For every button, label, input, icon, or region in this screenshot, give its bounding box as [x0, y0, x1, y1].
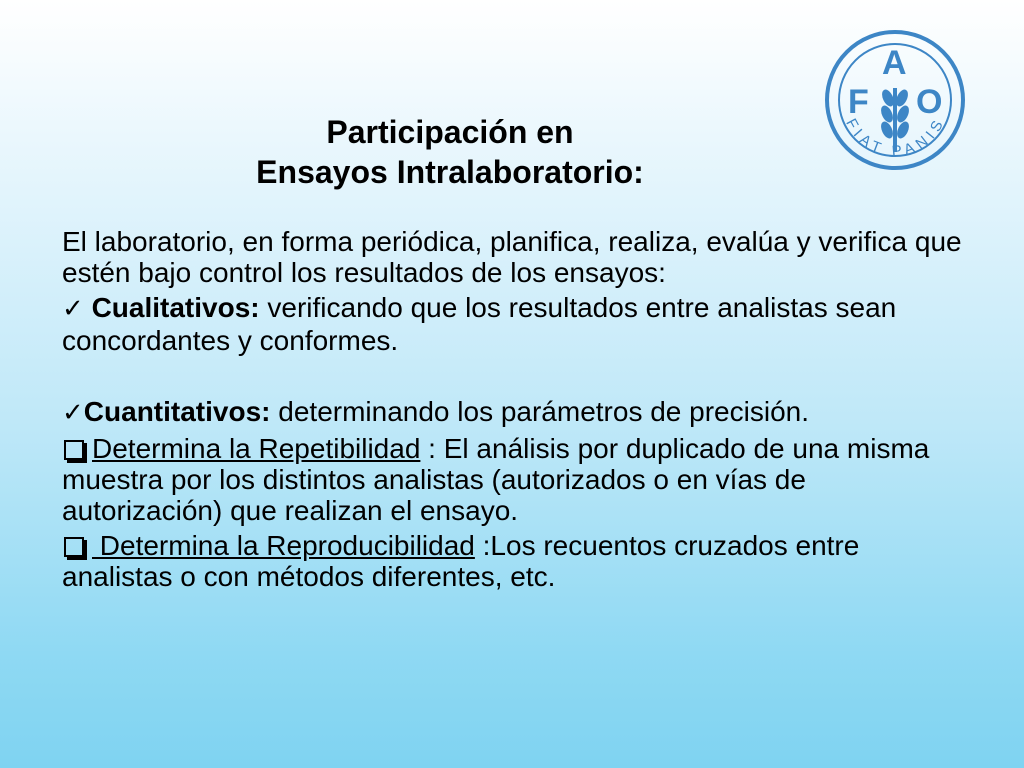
item-label: Cuantitativos:: [83, 396, 271, 427]
square-bullet-icon: [64, 537, 84, 557]
item-label: Determina la Repetibilidad: [92, 433, 421, 464]
logo-letter-a: A: [882, 44, 907, 82]
item-text: :Los recuentos cruzados entre analistas o con métodos diferentes, etc.: [62, 530, 860, 592]
item-text: : El análisis por duplicado de una misma muestra por los distintos analistas (autorizados o en vías de autorización) que realizan el ensayo.: [62, 433, 930, 526]
logo-motto: FIAT PANIS: [842, 113, 949, 161]
item-text: verificando que los resultados entre analistas sean concordantes y conformes.: [62, 292, 897, 356]
title-line-2: Ensayos Intralaboratorio:: [256, 154, 644, 190]
title-line-1: Participación en: [326, 114, 574, 150]
item-label: Determina la Reproducibilidad: [92, 530, 475, 561]
slide-body: [62, 226, 962, 592]
list-item-cualitativos: [62, 292, 962, 356]
slide-title: [130, 112, 770, 192]
item-text: determinando los parámetros de precisión.: [270, 396, 809, 427]
logo-letter-o: O: [916, 83, 943, 121]
list-item-repetibilidad: [62, 433, 962, 526]
list-item-cuantitativos: [62, 396, 962, 429]
square-bullet-icon: [64, 440, 84, 460]
list-item-reproducibilidad: [62, 530, 962, 592]
logo-letter-f: F: [848, 83, 869, 121]
checkmark-icon: ✓: [62, 398, 84, 428]
intro-paragraph: El laboratorio, en forma periódica, planifica, realiza, evalúa y verifica que estén bajo control los resultados de los ensayos:: [62, 226, 962, 288]
fao-logo: [820, 30, 970, 170]
item-label: Cualitativos:: [83, 292, 260, 323]
checkmark-icon: ✓: [62, 294, 84, 324]
